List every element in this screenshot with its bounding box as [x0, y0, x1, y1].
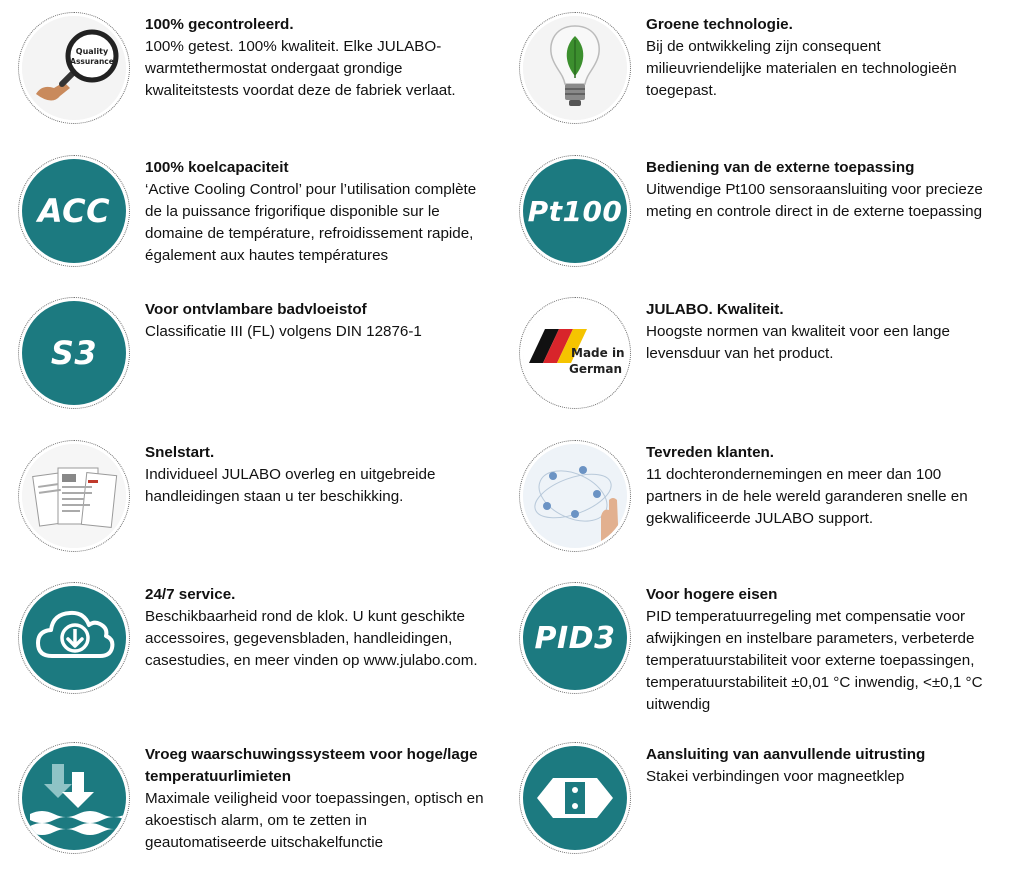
feature-title: Tevreden klanten. — [646, 444, 775, 461]
feature-title: 100% gecontroleerd. — [145, 16, 294, 33]
acc-icon — [22, 159, 126, 263]
feature-description: Uitwendige Pt100 sensoraansluiting voor precieze meting en controle direct in de externe toepassing — [646, 181, 983, 220]
feature-title: Bediening van de externe toepassing — [646, 159, 915, 176]
feature-title: Groene technologie. — [646, 16, 793, 33]
green-lightbulb-icon — [523, 16, 627, 120]
s3-label: S3 — [50, 334, 98, 372]
assurance-text: Assurance — [70, 57, 114, 66]
made-in-germany-icon — [523, 301, 627, 405]
feature-description: ‘Active Cooling Control’ pour l’utilisation complète de la puissance frigorifique disponible sur le domaine de température, refroidissement rapide, également aux hautes températures — [145, 181, 477, 264]
cloud-download-icon — [22, 586, 126, 690]
pt100-icon — [523, 159, 627, 263]
feature-description: 11 dochterondernemingen en meer dan 100 partners in de hele wereld garanderen snelle en gekwalificeerde JULABO support. — [646, 466, 968, 527]
pt100-icon-circle — [519, 155, 631, 267]
customer-network-icon-circle — [519, 440, 631, 552]
manuals-icon-circle — [18, 440, 130, 552]
s3-icon-circle — [18, 297, 130, 409]
germany-text: German — [569, 362, 623, 376]
feature-description: Classificatie III (FL) volgens DIN 12876-1 — [145, 323, 422, 340]
feature-title: Aansluiting van aanvullende uitrusting — [646, 746, 926, 763]
pt100-label: Pt100 — [527, 194, 623, 228]
feature-description: Individueel JULABO overleg en uitgebreide handleidingen staan u ter beschikking. — [145, 466, 436, 505]
cloud-download-icon-circle — [18, 582, 130, 694]
quality-assurance-icon-circle — [18, 12, 130, 124]
acc-icon-circle — [18, 155, 130, 267]
feature-title: Voor hogere eisen — [646, 586, 778, 603]
feature-description: Stakei verbindingen voor magneetklep — [646, 768, 905, 785]
green-technology-icon-circle — [519, 12, 631, 124]
feature-title: 24/7 service. — [145, 586, 236, 603]
acc-label: ACC — [37, 192, 111, 230]
feature-description: 100% getest. 100% kwaliteit. Elke JULABO- warmtethermostat ondergaat grondige kwaliteitstests voordat deze de fabriek verlaat. — [145, 38, 456, 99]
feature-description: Hoogste normen van kwaliteit voor een lange levensduur van het product. — [646, 323, 950, 362]
feature-description: PID temperatuurregeling met compensatie voor afwijkingen en instelbare parameters, verbeterde temperatuurstabiliteit voor externe toepassingen, temperatuurstabiliteit ±0,01 °C inwendig, <±0,1 °C uitwendig — [646, 608, 983, 713]
feature-description: Beschikbaarheid rond de klok. U kunt geschikte accessoires, gegevensbladen, handleidingen, casestudies, en meer vinden op www.julabo.com. — [145, 608, 478, 669]
connector-icon-circle — [519, 742, 631, 854]
feature-description: Bij de ontwikkeling zijn consequent milieuvriendelijke materialen en technologieën toegepast. — [646, 38, 957, 99]
connector-icon — [523, 746, 627, 850]
feature-title: Snelstart. — [145, 444, 215, 461]
pid3-icon-circle — [519, 582, 631, 694]
feature-title: Vroeg waarschuwingssysteem voor hoge/lage temperatuurlimieten — [145, 746, 478, 785]
quality-assurance-magnifier-icon — [22, 16, 126, 120]
level-warning-icon-circle — [18, 742, 130, 854]
level-warning-icon — [22, 746, 126, 850]
made-in-germany-icon-circle — [519, 297, 631, 409]
pid3-label: PID3 — [534, 620, 616, 656]
made-in-text: Made in — [571, 346, 625, 360]
feature-title: 100% koelcapaciteit — [145, 159, 289, 176]
manuals-icon — [22, 444, 126, 548]
s3-icon — [22, 301, 126, 405]
quality-text: Quality — [75, 47, 109, 56]
feature-title: Voor ontvlambare badvloeistof — [145, 301, 367, 318]
customer-network-icon — [523, 444, 627, 548]
feature-title: JULABO. Kwaliteit. — [646, 301, 784, 318]
feature-description: Maximale veiligheid voor toepassingen, optisch en akoestisch alarm, om te zetten in geautomatiseerde uitschakelfunctie — [145, 790, 484, 851]
pid3-icon — [523, 586, 627, 690]
